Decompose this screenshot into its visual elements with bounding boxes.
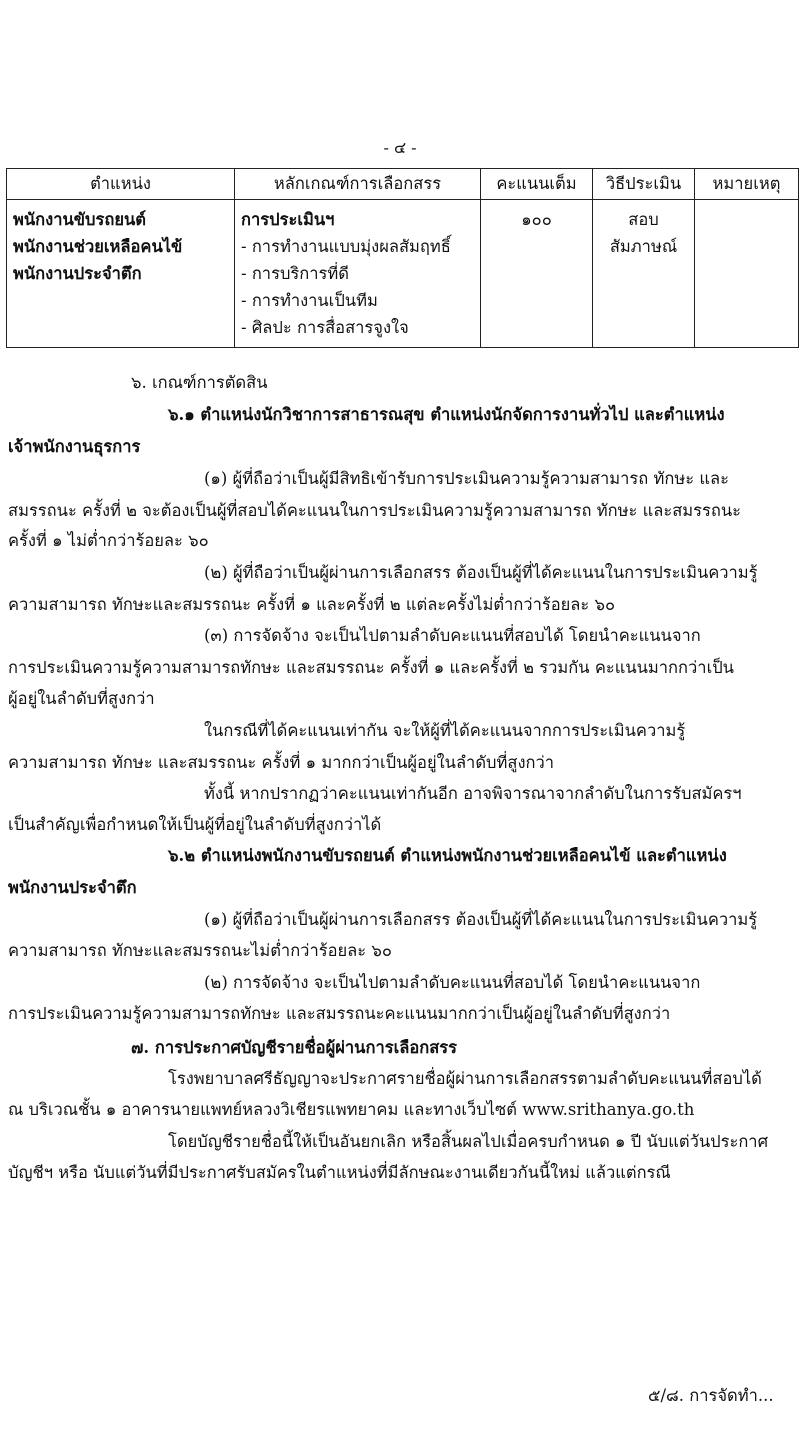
subsection-heading: ๖.๑ ตำแหน่งนักวิชาการสาธารณสุข ตำแหน่งนักจัดการงานทั่วไป และตำแหน่ง: [168, 405, 725, 424]
paragraph-line: (๑) ผู้ที่ถือว่าเป็นผู้มีสิทธิเข้ารับการประเมินความรู้ความสามารถ ทักษะ และ: [204, 469, 729, 488]
method-text: สัมภาษณ์: [609, 237, 678, 256]
paragraph-line: ทั้งนี้ หากปรากฏว่าคะแนนเท่ากันอีก อาจพิจารณาจากลำดับในการรับสมัครฯ: [204, 784, 742, 803]
section-heading: ๖. เกณฑ์การตัดสิน: [131, 373, 268, 392]
header-full-score: คะแนนเต็ม: [481, 169, 593, 200]
section-heading: ๗. การประกาศบัญชีรายชื่อผู้ผ่านการเลือกสรร: [131, 1038, 458, 1057]
paragraph-line: (๒) การจัดจ้าง จะเป็นไปตามลำดับคะแนนที่สอบได้ โดยนำคะแนนจาก: [204, 973, 701, 992]
criteria-table: [6, 168, 799, 348]
continuation-marker: ๕/๘. การจัดทำ...: [648, 1386, 774, 1405]
position-cell: [7, 200, 235, 348]
paragraph-line: การประเมินความรู้ความสามารถทักษะ และสมรรถนะ ครั้งที่ ๑ และครั้งที่ ๒ รวมกัน คะแนนมากกว่าเป็น: [8, 658, 734, 677]
position-name: พนักงานประจำตึก: [13, 264, 142, 283]
subsection-heading-cont: พนักงานประจำตึก: [8, 878, 137, 897]
remark-cell: [695, 200, 799, 348]
criteria-cell: [235, 200, 481, 348]
paragraph-line: (๑) ผู้ที่ถือว่าเป็นผู้ผ่านการเลือกสรร ต้องเป็นผู้ที่ได้คะแนนในการประเมินความรู้: [204, 910, 758, 929]
criteria-title: การประเมินฯ: [241, 210, 335, 229]
method-cell: [593, 200, 695, 348]
subsection-heading: ๖.๒ ตำแหน่งพนักงานขับรถยนต์ ตำแหน่งพนักงานช่วยเหลือคนไข้ และตำแหน่ง: [168, 846, 727, 865]
position-name: พนักงานขับรถยนต์: [13, 210, 147, 229]
paragraph-line: (๒) ผู้ที่ถือว่าเป็นผู้ผ่านการเลือกสรร ต้องเป็นผู้ที่ได้คะแนนในการประเมินความรู้: [204, 563, 758, 582]
criteria-item: - การทำงานแบบมุ่งผลสัมฤทธิ์: [241, 237, 451, 256]
header-method: วิธีประเมิน: [593, 169, 695, 200]
paragraph-line: บัญชีฯ หรือ นับแต่วันที่มีประกาศรับสมัครในตำแหน่งที่มีลักษณะงานเดียวกันนี้ใหม่ แล้วแต่กรณี: [8, 1163, 671, 1182]
paragraph-line: ความสามารถ ทักษะและสมรรถนะ ครั้งที่ ๑ และครั้งที่ ๒ แต่ละครั้งไม่ต่ำกว่าร้อยละ ๖๐: [8, 595, 616, 614]
paragraph-line: ครั้งที่ ๑ ไม่ต่ำกว่าร้อยละ ๖๐: [8, 531, 209, 550]
full-score-value: ๑๐๐: [521, 210, 552, 229]
criteria-item: - การบริการที่ดี: [241, 264, 349, 283]
table-header-row: [7, 169, 799, 200]
header-criteria: หลักเกณฑ์การเลือกสรร: [235, 169, 481, 200]
header-remark: หมายเหตุ: [695, 169, 799, 200]
paragraph-line: ความสามารถ ทักษะ และสมรรถนะ ครั้งที่ ๑ มากกว่าเป็นผู้อยู่ในลำดับที่สูงกว่า: [8, 753, 555, 772]
paragraph-line: โรงพยาบาลศรีธัญญาจะประกาศรายชื่อผู้ผ่านการเลือกสรรตามลำดับคะแนนที่สอบได้: [168, 1069, 762, 1088]
paragraph-line: (๓) การจัดจ้าง จะเป็นไปตามลำดับคะแนนที่สอบได้ โดยนำคะแนนจาก: [204, 626, 701, 645]
paragraph-line: ความสามารถ ทักษะและสมรรถนะไม่ต่ำกว่าร้อยละ ๖๐: [8, 941, 392, 960]
paragraph-line: ณ บริเวณชั้น ๑ อาคารนายแพทย์หลวงวิเชียรแพทยาคม และทางเว็บไซต์ www.srithanya.go.th: [8, 1100, 695, 1119]
header-position: ตำแหน่ง: [7, 169, 235, 200]
page-number: - ๔ -: [383, 138, 417, 157]
paragraph-line: การประเมินความรู้ความสามารถทักษะ และสมรรถนะคะแนนมากกว่าเป็นผู้อยู่ในลำดับที่สูงกว่า: [8, 1004, 671, 1023]
method-text: สอบ: [628, 210, 659, 229]
paragraph-line: สมรรถนะ ครั้งที่ ๒ จะต้องเป็นผู้ที่สอบได้คะแนนในการประเมินความรู้ความสามารถ ทักษะ และสมรรถนะ: [8, 501, 741, 520]
criteria-item: - ศิลปะ การสื่อสารจูงใจ: [241, 318, 409, 337]
paragraph-line: เป็นสำคัญเพื่อกำหนดให้เป็นผู้ที่อยู่ในลำดับที่สูงกว่าได้: [8, 815, 382, 834]
paragraph-line: โดยบัญชีรายชื่อนี้ให้เป็นอันยกเลิก หรือสิ้นผลไปเมื่อครบกำหนด ๑ ปี นับแต่วันประกาศ: [168, 1132, 769, 1151]
position-name: พนักงานช่วยเหลือคนไข้: [13, 237, 183, 256]
paragraph-line: ผู้อยู่ในลำดับที่สูงกว่า: [8, 689, 155, 708]
full-score-cell: [481, 200, 593, 348]
paragraph-line: ในกรณีที่ได้คะแนนเท่ากัน จะให้ผู้ที่ได้คะแนนจากการประเมินความรู้: [204, 721, 686, 740]
subsection-heading-cont: เจ้าพนักงานธุรการ: [8, 437, 141, 456]
criteria-item: - การทำงานเป็นทีม: [241, 291, 378, 310]
table-row: [7, 200, 799, 348]
